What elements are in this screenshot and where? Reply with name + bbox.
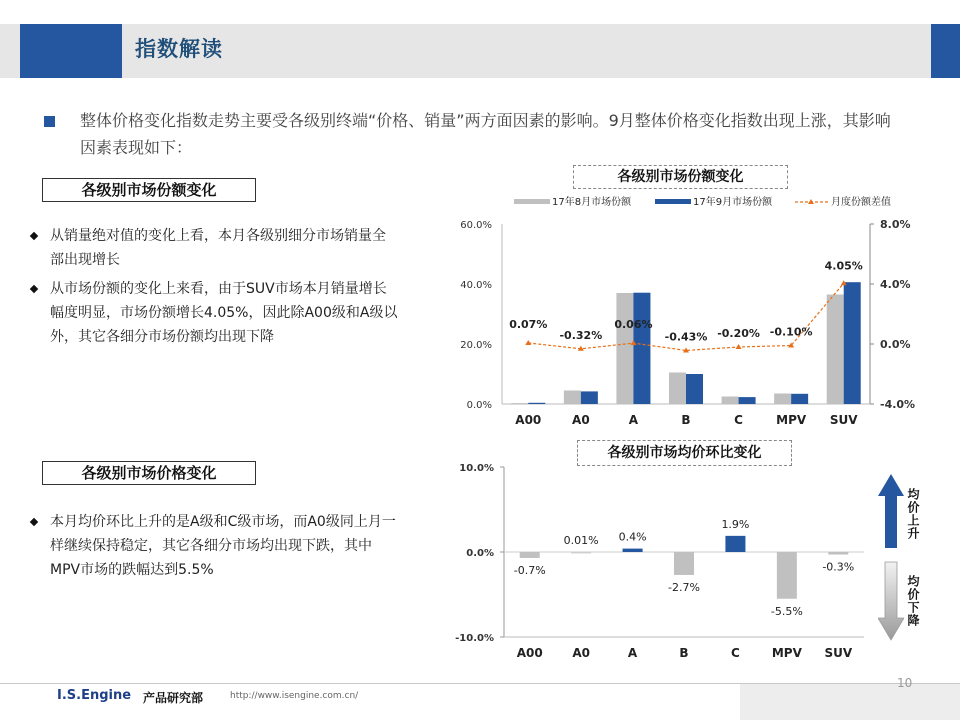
share-data-label: -0.43% <box>664 330 708 344</box>
share-category-label: MPV <box>776 413 807 427</box>
share-data-label: 0.07% <box>509 317 548 331</box>
share-diff-point <box>736 344 742 349</box>
footer-logo: I.S.Engine <box>57 688 132 703</box>
price-category-label: C <box>731 646 740 660</box>
share-data-label: -0.20% <box>717 327 760 340</box>
price-data-label: 1.9% <box>721 517 750 531</box>
share-bar-sep <box>791 394 808 404</box>
share-category-label: A <box>628 413 639 427</box>
chart-title-share: 各级别市场份额变化 <box>573 165 788 189</box>
up-arrow-icon <box>878 474 904 548</box>
price-direction-arrows <box>878 474 904 644</box>
legend-label-diff: 月度份额差值 <box>831 197 891 208</box>
share-data-label: 0.06% <box>614 318 653 332</box>
price-category-label: SUV <box>824 646 853 660</box>
price-category-label: A <box>627 646 638 660</box>
price-data-label: 0.01% <box>563 533 599 547</box>
price-category-label: A00 <box>516 646 543 660</box>
share-bar-aug <box>616 293 633 404</box>
price-category-label: MPV <box>771 646 802 660</box>
share-data-label: 4.05% <box>824 259 863 273</box>
price-data-label: 0.4% <box>618 530 647 544</box>
share-bar-sep <box>686 374 703 404</box>
price-bar <box>520 552 540 558</box>
legend-swatch-aug <box>514 199 550 204</box>
list-item-text: 从市场份额的变化上来看，由于SUV市场本月销量增长幅度明显，市场份额增长4.05%，因此除A00级和A级以外，其它各细分市场份额均出现下降 <box>50 281 398 345</box>
price-up-label: 均价上升 <box>906 488 920 540</box>
share-bar-aug <box>827 295 844 405</box>
share-category-label: A00 <box>515 413 542 427</box>
price-bar <box>777 552 797 599</box>
price-bar <box>674 552 694 575</box>
price-bar <box>623 549 643 552</box>
page-title: 指数解读 <box>135 37 223 61</box>
share-bar-sep <box>528 403 545 404</box>
section-heading-price: 各级别市场价格变化 <box>42 461 256 485</box>
price-y-tick-label: 10.0% <box>459 463 494 474</box>
share-y2-tick-label: 4.0% <box>880 278 911 291</box>
chart-title-price: 各级别市场均价环比变化 <box>577 440 792 466</box>
footer-department: 产品研究部 <box>143 691 204 705</box>
legend-label-aug: 17年8月市场份额 <box>552 197 632 208</box>
share-data-label: -0.32% <box>559 328 603 342</box>
share-y2-tick-label: 8.0% <box>880 218 911 231</box>
price-category-label: B <box>679 646 689 660</box>
down-arrow-icon <box>878 562 904 640</box>
share-bar-aug <box>564 391 581 405</box>
price-bar <box>828 552 848 555</box>
price-data-label: -5.5% <box>770 604 803 618</box>
price-y-tick-label: 0.0% <box>466 548 494 559</box>
share-category-label: C <box>734 413 743 427</box>
price-data-label: -0.3% <box>822 560 855 574</box>
price-bar <box>725 536 745 552</box>
footer-url-link[interactable]: http://www.isengine.com.cn/ <box>230 691 359 701</box>
share-y-tick-label: 60.0% <box>460 220 492 231</box>
section-heading-share: 各级别市场份额变化 <box>42 178 256 202</box>
share-y-tick-label: 20.0% <box>460 340 492 351</box>
share-bar-sep <box>581 391 598 404</box>
share-bar-aug <box>511 403 528 404</box>
legend-label-sep: 17年9月市场份额 <box>693 197 773 208</box>
share-bar-aug <box>722 397 739 405</box>
share-category-label: B <box>681 413 691 427</box>
share-y-tick-label: 0.0% <box>466 400 492 411</box>
share-y-tick-label: 40.0% <box>460 280 492 291</box>
page-number: 10 <box>897 676 913 690</box>
share-diff-point <box>525 340 531 345</box>
price-down-label: 均价下降 <box>906 575 920 627</box>
share-bar-sep <box>633 293 650 404</box>
share-category-label: SUV <box>829 413 858 427</box>
legend-swatch-sep <box>655 199 691 204</box>
intro-paragraph: 整体价格变化指数走势主要受各级别终端“价格、销量”两方面因素的影响。9月整体价格变化指数出现上涨，其影响因素表现如下： <box>80 111 891 157</box>
price-data-label: -0.7% <box>513 563 546 577</box>
share-y2-tick-label: -4.0% <box>880 398 916 411</box>
share-data-label: -0.10% <box>769 325 813 339</box>
share-bar-aug <box>774 394 791 405</box>
list-item-text: 本月均价环比上升的是A级和C级市场，而A0级同上月一样继续保持稳定，其它各细分市场均出现下跌，其中MPV市场的跌幅达到5.5% <box>50 514 396 578</box>
price-data-label: -2.7% <box>668 580 700 594</box>
share-bar-sep <box>844 282 861 404</box>
price-category-label: A0 <box>572 646 590 660</box>
legend-marker-diff <box>808 199 814 204</box>
share-bar-aug <box>669 373 686 405</box>
price-y-tick-label: -10.0% <box>455 633 494 644</box>
price-bar <box>571 552 591 554</box>
share-bar-sep <box>739 397 756 404</box>
share-y2-tick-label: 0.0% <box>880 338 911 351</box>
share-category-label: A0 <box>572 413 590 427</box>
footer-band <box>740 684 960 720</box>
list-item-text: 从销量绝对值的变化上看，本月各级别细分市场销量全部出现增长 <box>50 228 386 268</box>
